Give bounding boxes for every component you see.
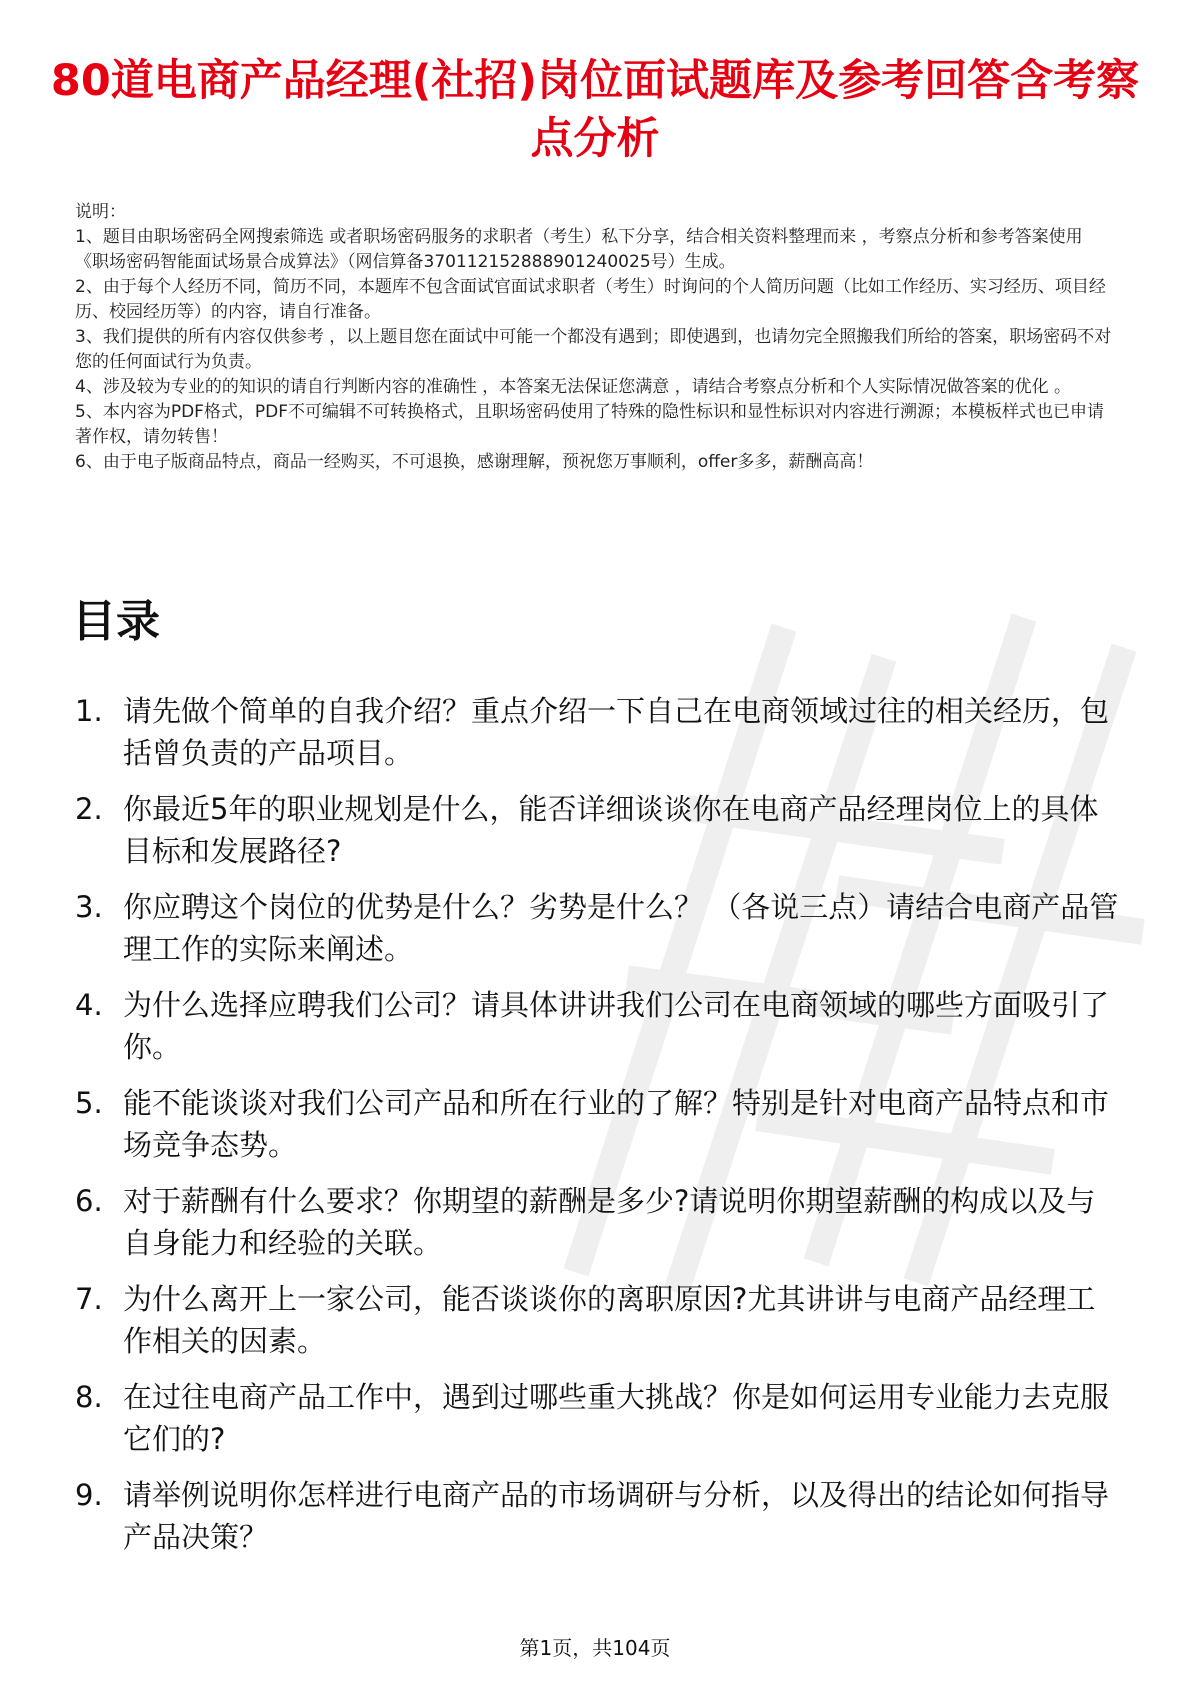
- question-item[interactable]: [75, 788, 1125, 886]
- question-text: 请先做个简单的自我介绍？重点介绍一下自己在电商领域过往的相关经历，包括曾负责的产品项目。: [123, 694, 1110, 770]
- note-item: 4、涉及较为专业的的知识的请自行判断内容的准确性 ，本答案无法保证您满意 ，请结合考察点分析和个人实际情况做答案的优化 。: [75, 377, 1072, 397]
- question-text: 能不能谈谈对我们公司产品和所在行业的了解？特别是针对电商产品特点和市场竞争态势。: [123, 1086, 1110, 1162]
- note-item: 5、本内容为PDF格式，PDF不可编辑不可转换格式，且职场密码使用了特殊的隐性标识和显性标识对内容进行溯源；本模板样式也已申请著作权，请勿转售！: [75, 402, 1105, 447]
- page-footer: 第1页，共104页: [519, 1636, 671, 1660]
- question-list: [75, 690, 1125, 1572]
- document-title: 80道电商产品经理(社招)岗位面试题库及参考回答含考察点分析: [50, 56, 1140, 164]
- question-item[interactable]: [75, 1082, 1125, 1180]
- question-text: 你应聘这个岗位的优势是什么？劣势是什么？ （各说三点）请结合电商产品管理工作的实际来阐述。: [123, 890, 1119, 966]
- question-number: 4.: [75, 988, 103, 1022]
- notes-section: [75, 200, 1115, 475]
- question-number: 5.: [75, 1086, 103, 1120]
- question-text: 你最近5年的职业规划是什么，能否详细谈谈你在电商产品经理岗位上的具体目标和发展路径?: [123, 792, 1099, 868]
- note-item: 1、题目由职场密码全网搜索筛选 或者职场密码服务的求职者（考生）私下分享，结合相关资料整理而来 ，考察点分析和参考答案使用《职场密码智能面试场景合成算法》（网信算备370112152888901240025号）生成。: [75, 227, 1083, 272]
- question-item[interactable]: [75, 984, 1125, 1082]
- question-text: 在过往电商产品工作中，遇到过哪些重大挑战？你是如何运用专业能力去克服它们的?: [123, 1380, 1110, 1456]
- question-number: 6.: [75, 1184, 103, 1218]
- question-item[interactable]: [75, 1474, 1125, 1572]
- toc-heading: 目录: [72, 596, 160, 647]
- question-item[interactable]: [75, 1180, 1125, 1278]
- question-number: 7.: [75, 1282, 103, 1316]
- question-number: 2.: [75, 792, 103, 826]
- question-text: 请举例说明你怎样进行电商产品的市场调研与分析，以及得出的结论如何指导产品决策？: [123, 1478, 1110, 1554]
- question-text: 为什么离开上一家公司，能否谈谈你的离职原因?尤其讲讲与电商产品经理工作相关的因素。: [123, 1282, 1096, 1358]
- question-number: 9.: [75, 1478, 103, 1512]
- question-item[interactable]: [75, 886, 1125, 984]
- question-text: 为什么选择应聘我们公司？请具体讲讲我们公司在电商领域的哪些方面吸引了你。: [123, 988, 1110, 1064]
- notes-heading: 说明：: [75, 202, 126, 222]
- question-text: 对于薪酬有什么要求？你期望的薪酬是多少?请说明你期望薪酬的构成以及与自身能力和经验的关联。: [123, 1184, 1096, 1260]
- question-item[interactable]: [75, 1376, 1125, 1474]
- question-number: 1.: [75, 694, 103, 728]
- question-number: 8.: [75, 1380, 103, 1414]
- note-item: 6、由于电子版商品特点，商品一经购买，不可退换，感谢理解，预祝您万事顺利，offer多多，薪酬高高！: [75, 452, 874, 472]
- question-item[interactable]: [75, 1278, 1125, 1376]
- question-number: 3.: [75, 890, 103, 924]
- note-item: 3、我们提供的所有内容仅供参考 ，以上题目您在面试中可能一个都没有遇到；即使遇到，也请勿完全照搬我们所给的答案，职场密码不对您的任何面试行为负责。: [75, 327, 1112, 372]
- question-item[interactable]: [75, 690, 1125, 788]
- note-item: 2、由于每个人经历不同，简历不同，本题库不包含面试官面试求职者（考生）时询问的个人简历问题（比如工作经历、实习经历、项目经历、校园经历等）的内容，请自行准备。: [75, 277, 1106, 322]
